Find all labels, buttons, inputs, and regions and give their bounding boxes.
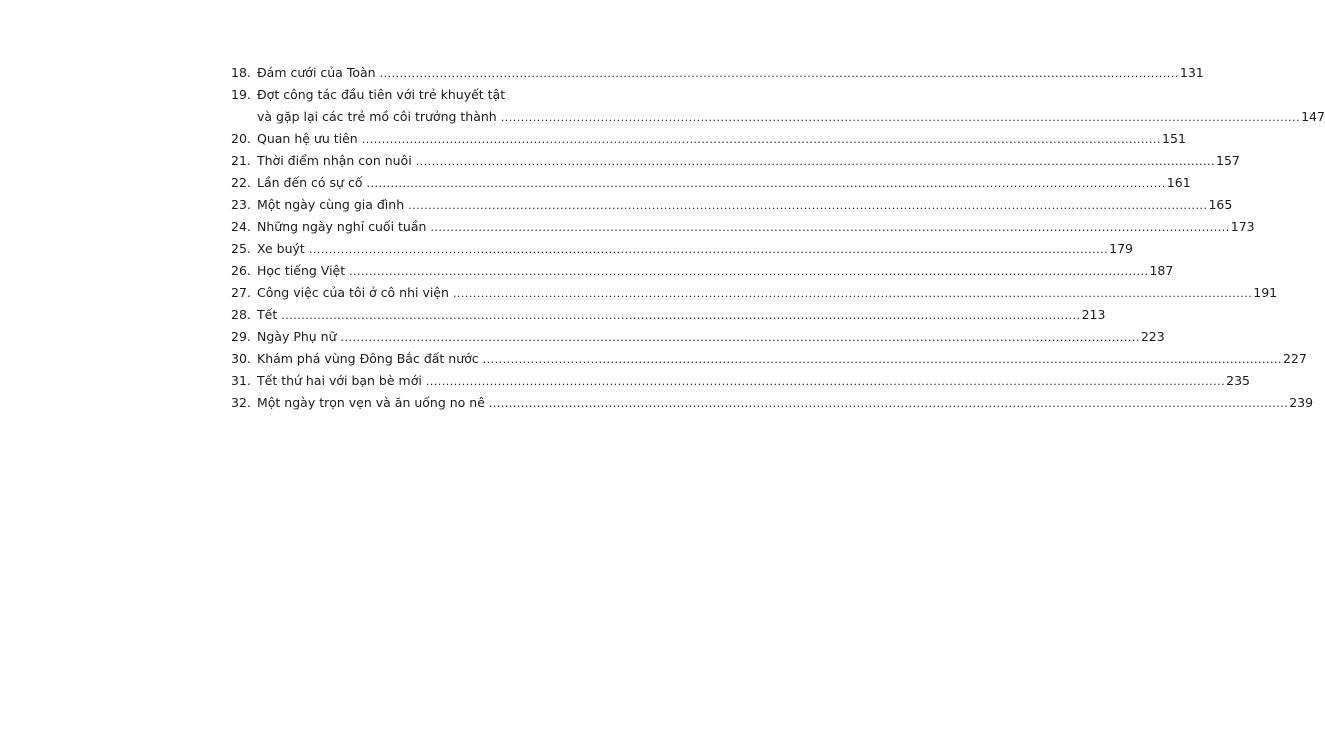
- toc-entry-title: Một ngày trọn vẹn và ăn uống no nê: [257, 395, 485, 410]
- toc-entry-line: [257, 150, 1240, 173]
- toc-entry-30: [231, 348, 1307, 370]
- dot-leader: ........................................................................................................................................................................................................: [379, 67, 1179, 80]
- dot-leader: ........................................................................................................................................................................................................: [482, 353, 1282, 366]
- dot-leader: ........................................................................................................................................................................................................: [452, 287, 1253, 300]
- toc-entry-number: 20.: [231, 131, 251, 146]
- dot-leader: ........................................................................................................................................................................................................: [425, 375, 1226, 388]
- toc-entry-line: [257, 106, 1325, 129]
- toc-entry-title: Khám phá vùng Đông Bắc đất nước: [257, 351, 479, 366]
- toc-entry-number: 18.: [231, 65, 251, 80]
- toc-entry-line: [257, 238, 1134, 261]
- toc-entry-title: Lần đến có sự cố: [257, 175, 363, 190]
- toc-entry-page: 179: [1109, 241, 1134, 256]
- toc-entry-number: 23.: [231, 197, 251, 212]
- toc-entry-line: [257, 304, 1106, 327]
- dot-leader: ........................................................................................................................................................................................................: [281, 309, 1081, 322]
- toc-entry-19-line2: [231, 106, 1325, 128]
- dot-leader: ........................................................................................................................................................................................................: [408, 199, 1208, 212]
- dot-leader: ........................................................................................................................................................................................................: [308, 243, 1109, 256]
- toc-entry-line: [257, 62, 1204, 85]
- toc-entry-page: 157: [1216, 153, 1240, 168]
- toc-entry-number: 19.: [231, 87, 251, 102]
- toc-entry-number: 30.: [231, 351, 251, 366]
- toc-entry-28: [231, 304, 1106, 326]
- toc-entry-number: 24.: [231, 219, 251, 234]
- toc-entry-number: 29.: [231, 329, 251, 344]
- toc-entry-26: [231, 260, 1174, 282]
- toc-entry-page: 161: [1166, 175, 1191, 190]
- dot-leader: ........................................................................................................................................................................................................: [361, 133, 1162, 146]
- toc-entry-page: 151: [1162, 131, 1186, 146]
- toc-entry-32: [231, 392, 1314, 414]
- toc-entry-page: 239: [1289, 395, 1314, 410]
- toc-entry-title: Học tiếng Việt: [257, 263, 346, 278]
- dot-leader: ........................................................................................................................................................................................................: [430, 221, 1230, 234]
- toc-entry-title: Tết: [257, 307, 278, 322]
- toc-entry-line: [257, 194, 1233, 217]
- toc-entry-number: 31.: [231, 373, 251, 388]
- toc-entry-title: Công việc của tôi ở cô nhi viện: [257, 285, 449, 300]
- toc-entry-31: [231, 370, 1251, 392]
- toc-entry-22: [231, 172, 1191, 194]
- toc-entry-title: Đám cưới của Toàn: [257, 65, 376, 80]
- toc-entry-page: 223: [1140, 329, 1165, 344]
- toc-entry-title: Thời điểm nhận con nuôi: [257, 153, 412, 168]
- toc-entry-title: Tết thứ hai với bạn bè mới: [257, 373, 422, 388]
- toc-entry-title-line2: và gặp lại các trẻ mồ côi trưởng thành: [257, 109, 497, 124]
- toc-entry-number: 22.: [231, 175, 251, 190]
- toc-entry-page: 235: [1226, 373, 1251, 388]
- toc-entry-title-line1: Đợt công tác đầu tiên với trẻ khuyết tật: [257, 87, 506, 102]
- toc-entry-page: 191: [1253, 285, 1278, 300]
- toc-entry-line: [257, 172, 1191, 195]
- toc-entry-line: [257, 260, 1174, 283]
- toc-entry-27: [231, 282, 1278, 304]
- toc-entry-page: 173: [1230, 219, 1255, 234]
- toc-entry-title: Một ngày cùng gia đình: [257, 197, 405, 212]
- toc-entry-page: 187: [1149, 263, 1174, 278]
- toc-entry-line: [257, 216, 1255, 239]
- toc-entry-24: [231, 216, 1255, 238]
- toc-entry-21: [231, 150, 1240, 172]
- toc-entry-line: [257, 392, 1314, 415]
- toc-entry-number: 26.: [231, 263, 251, 278]
- toc-entry-18: [231, 62, 1204, 84]
- toc-entry-number: 27.: [231, 285, 251, 300]
- dot-leader: ........................................................................................................................................................................................................: [366, 177, 1166, 190]
- toc-entry-number: 25.: [231, 241, 251, 256]
- dot-leader: ........................................................................................................................................................................................................: [488, 397, 1289, 410]
- toc-entry-page: 147: [1301, 109, 1325, 124]
- toc-entry-line: [257, 282, 1278, 305]
- toc-entry-number: 28.: [231, 307, 251, 322]
- toc-entry-title: Quan hệ ưu tiên: [257, 131, 358, 146]
- toc-entry-19-line1: [231, 84, 559, 106]
- toc-entry-title: Xe buýt: [257, 241, 305, 256]
- dot-leader: ........................................................................................................................................................................................................: [349, 265, 1149, 278]
- dot-leader: ........................................................................................................................................................................................................: [500, 111, 1301, 124]
- toc-entry-page: 227: [1282, 351, 1307, 366]
- dot-leader: ........................................................................................................................................................................................................: [415, 155, 1216, 168]
- toc-entry-line: [257, 326, 1165, 349]
- toc-entry-23: [231, 194, 1233, 216]
- toc-entry-line: [257, 370, 1251, 393]
- toc-entry-line: [257, 348, 1307, 371]
- toc-entry-number: 21.: [231, 153, 251, 168]
- toc-entry-29: [231, 326, 1165, 348]
- toc-entry-line: [257, 128, 1186, 151]
- toc-entry-20: [231, 128, 1186, 150]
- toc-entry-title: Những ngày nghỉ cuối tuần: [257, 219, 427, 234]
- toc-entry-line: [257, 84, 509, 106]
- dot-leader: ........................................................................................................................................................................................................: [340, 331, 1140, 344]
- toc-entry-25: [231, 238, 1134, 260]
- toc-entry-title: Ngày Phụ nữ: [257, 329, 337, 344]
- toc-entry-number: 32.: [231, 395, 251, 410]
- toc-entry-page: 165: [1208, 197, 1233, 212]
- table-of-contents: [231, 62, 1325, 414]
- toc-entry-page: 131: [1179, 65, 1204, 80]
- toc-entry-page: 213: [1081, 307, 1106, 322]
